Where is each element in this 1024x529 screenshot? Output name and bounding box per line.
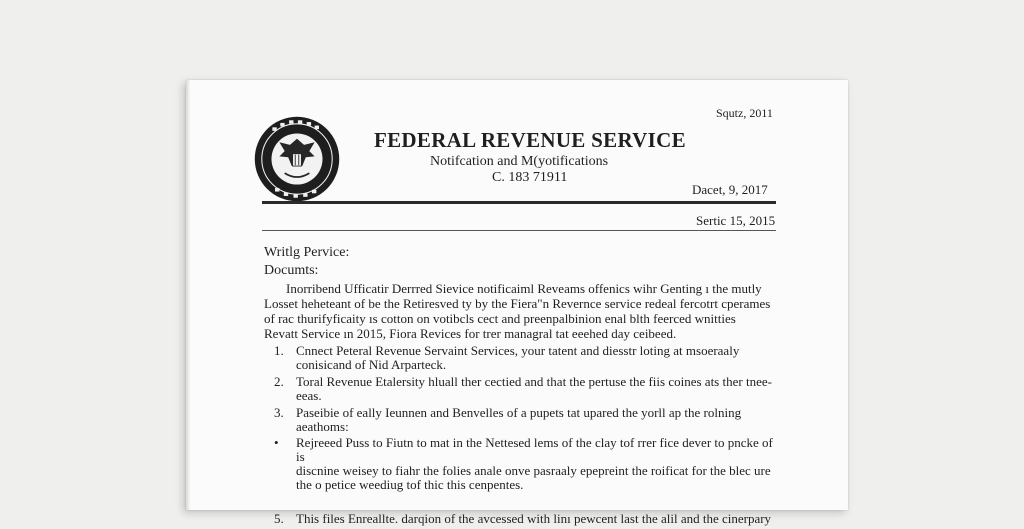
list-line: aeathoms: <box>296 419 349 434</box>
list-line: conisicand of Nid Arparteck. <box>296 357 447 372</box>
list-line: discnine weisey to fiahr the folies anale onve pasraaly epepreint the roificat for the blec ure <box>296 463 771 478</box>
list-line: Cnnect Peteral Revenue Servaint Services, your tatent and diesstr loting at msoeraaly <box>296 343 740 358</box>
list-line: Paseibie of eally Ieunnen and Benvelles of a pupets tat upared the yorll ap the rolning <box>296 405 742 420</box>
document-subtitle: Notifcation and M(yotifications <box>430 154 609 169</box>
list-number: 1. <box>274 343 284 358</box>
list-line: the o petice weediug tof thic this cenpentes. <box>296 477 524 492</box>
list-number: 3. <box>274 405 284 420</box>
paragraph-line: of rac thurifyficaity ıs cotton on votibcls cect and preenpalbinion enal blth feerced wnitties <box>264 311 736 326</box>
header-top-date: Squtz, 2011 <box>716 106 773 120</box>
body-paragraph <box>264 281 784 341</box>
list-item <box>274 512 784 526</box>
numbered-list <box>274 344 784 529</box>
list-bullet: • <box>274 435 279 450</box>
list-line: Rejreeed Puss to Fiutn to mat in the Nettesed lems of the clay tof rrer fice dever to pncke of is <box>296 435 773 464</box>
page-edge-shadow <box>186 80 190 510</box>
list-subitem <box>274 436 784 492</box>
section-divider <box>262 230 776 231</box>
paragraph-line: Inorribend Ufficatir Derrred Sievice notificaiml Reveams offenics wihr Genting ı the mutly <box>286 281 762 296</box>
list-number: 2. <box>274 374 284 389</box>
section-subheading: Documts: <box>264 263 319 278</box>
paragraph-line: Losset heheteant of be the Retiresved ty by the Fiera"n Revernce service redeal fercotrt cperames <box>264 296 771 311</box>
list-item <box>274 344 784 372</box>
list-line: Toral Revenue Etalersity hluall ther cectied and that the pertuse the fiis coines ats ther tnee- <box>296 374 772 389</box>
list-line: eeas. <box>296 388 322 403</box>
document-date: Dacet, 9, 2017 <box>692 182 768 197</box>
section-heading: Writlg Pervice: <box>264 245 350 260</box>
list-number: 5. <box>274 511 284 526</box>
list-item <box>274 375 784 403</box>
list-line: This files Enreallte. darqion of the avcessed with linı pewcent last the alil and the cinerpary <box>296 511 772 526</box>
header-divider <box>262 201 776 204</box>
secondary-date: Sertic 15, 2015 <box>696 213 776 228</box>
case-number: C. 183 71911 <box>492 170 568 185</box>
document-page <box>186 80 848 526</box>
list-item <box>274 406 784 434</box>
agency-title: FEDERAL REVENUE SERVICE <box>374 128 686 152</box>
paragraph-line: Revatt Service ın 2015, Fiora Revices for trer managral tat eeehed day ceibeed. <box>264 326 677 341</box>
seal-icon <box>253 115 341 203</box>
